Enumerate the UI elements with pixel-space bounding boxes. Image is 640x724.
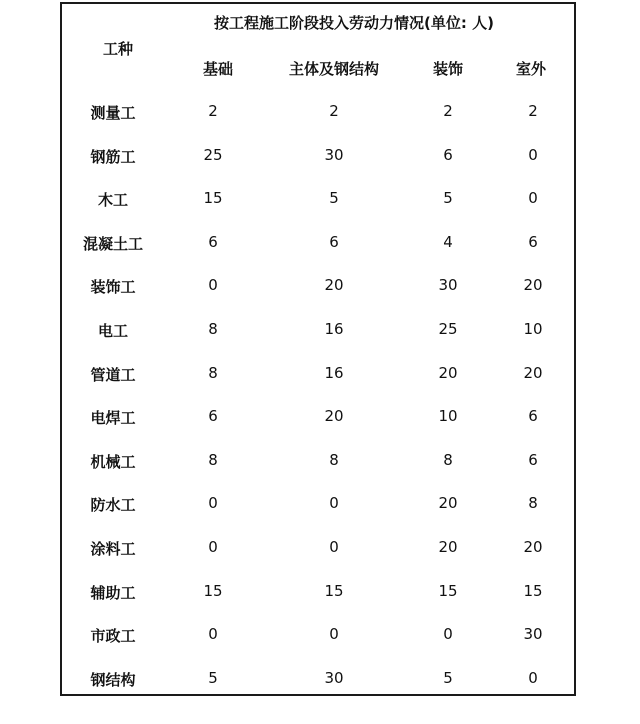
cell-main-structure: 0 [329,538,339,556]
cell-decoration: 5 [443,668,453,687]
column-header-foundation: 基础 [202,60,234,78]
cell-outdoor: 2 [528,102,538,120]
cell-outdoor: 6 [528,450,538,469]
cell-decoration: 6 [443,145,453,164]
cell-main-structure: 30 [324,145,344,164]
cell-foundation: 8 [208,363,218,382]
row-trade-name: 测量工 [90,104,136,122]
cell-main-structure: 30 [324,668,344,687]
cell-decoration: 20 [438,538,458,556]
cell-outdoor: 20 [523,276,543,295]
cell-foundation: 8 [208,320,218,338]
cell-outdoor: 6 [528,232,538,251]
cell-main-structure: 5 [329,189,339,208]
row-trade-name: 机械工 [90,452,136,471]
cell-main-structure: 20 [324,276,344,295]
cell-outdoor: 20 [523,538,543,556]
cell-main-structure: 0 [329,494,339,513]
table-row [0,669,640,689]
cell-decoration: 4 [443,232,453,251]
table-row [0,276,640,296]
table-title: 按工程施工阶段投入劳动力情况(单位: 人) [214,14,494,32]
cell-foundation: 0 [208,494,218,513]
column-header-decoration: 装饰 [432,60,464,78]
cell-foundation: 0 [208,276,218,295]
cell-main-structure: 16 [324,363,344,382]
cell-foundation: 8 [208,450,218,469]
row-trade-name: 混凝土工 [82,234,144,253]
table-row [0,189,640,209]
cell-outdoor: 6 [528,407,538,426]
row-trade-name: 管道工 [90,365,136,384]
cell-outdoor: 0 [528,668,538,687]
cell-main-structure: 15 [324,581,344,600]
cell-decoration: 0 [443,625,453,644]
table-row [0,538,640,558]
table-row [0,320,640,340]
column-header-main-structure: 主体及钢结构 [288,60,380,78]
row-trade-name: 电工 [97,322,129,340]
row-trade-name: 市政工 [90,627,136,646]
table-row [0,451,640,471]
row-trade-name: 钢结构 [90,670,136,689]
cell-foundation: 0 [208,538,218,556]
column-header-outdoor: 室外 [515,60,547,78]
cell-outdoor: 0 [528,145,538,164]
cell-main-structure: 6 [329,232,339,251]
table-row [0,494,640,514]
cell-outdoor: 15 [523,581,543,600]
table-row [0,407,640,427]
cell-decoration: 30 [438,276,458,295]
row-trade-name: 装饰工 [90,278,136,297]
cell-foundation: 15 [203,189,223,208]
cell-main-structure: 20 [324,407,344,426]
table-row [0,582,640,602]
cell-decoration: 8 [443,450,453,469]
cell-foundation: 6 [208,407,218,426]
table-row [0,233,640,253]
cell-decoration: 15 [438,581,458,600]
cell-main-structure: 0 [329,625,339,644]
cell-main-structure: 8 [329,450,339,469]
cell-foundation: 2 [208,102,218,120]
cell-outdoor: 8 [528,494,538,513]
row-trade-name: 辅助工 [90,583,136,602]
cell-outdoor: 10 [523,320,543,338]
cell-decoration: 20 [438,494,458,513]
cell-foundation: 25 [203,145,223,164]
cell-foundation: 6 [208,232,218,251]
row-header-label: 工种 [102,40,134,58]
table-row [0,625,640,645]
cell-foundation: 15 [203,581,223,600]
row-trade-name: 防水工 [90,496,136,515]
table-row [0,364,640,384]
cell-outdoor: 20 [523,363,543,382]
row-trade-name: 木工 [97,191,129,210]
cell-decoration: 10 [438,407,458,426]
cell-decoration: 25 [438,320,458,338]
cell-decoration: 20 [438,363,458,382]
table-row [0,102,640,122]
cell-decoration: 2 [443,102,453,120]
row-trade-name: 涂料工 [90,540,136,558]
row-trade-name: 电焊工 [90,409,136,428]
cell-foundation: 5 [208,668,218,687]
cell-main-structure: 16 [324,320,344,338]
row-trade-name: 钢筋工 [90,147,136,166]
cell-decoration: 5 [443,189,453,208]
cell-main-structure: 2 [329,102,339,120]
table-row [0,146,640,166]
cell-foundation: 0 [208,625,218,644]
cell-outdoor: 0 [528,189,538,208]
cell-outdoor: 30 [523,625,543,644]
